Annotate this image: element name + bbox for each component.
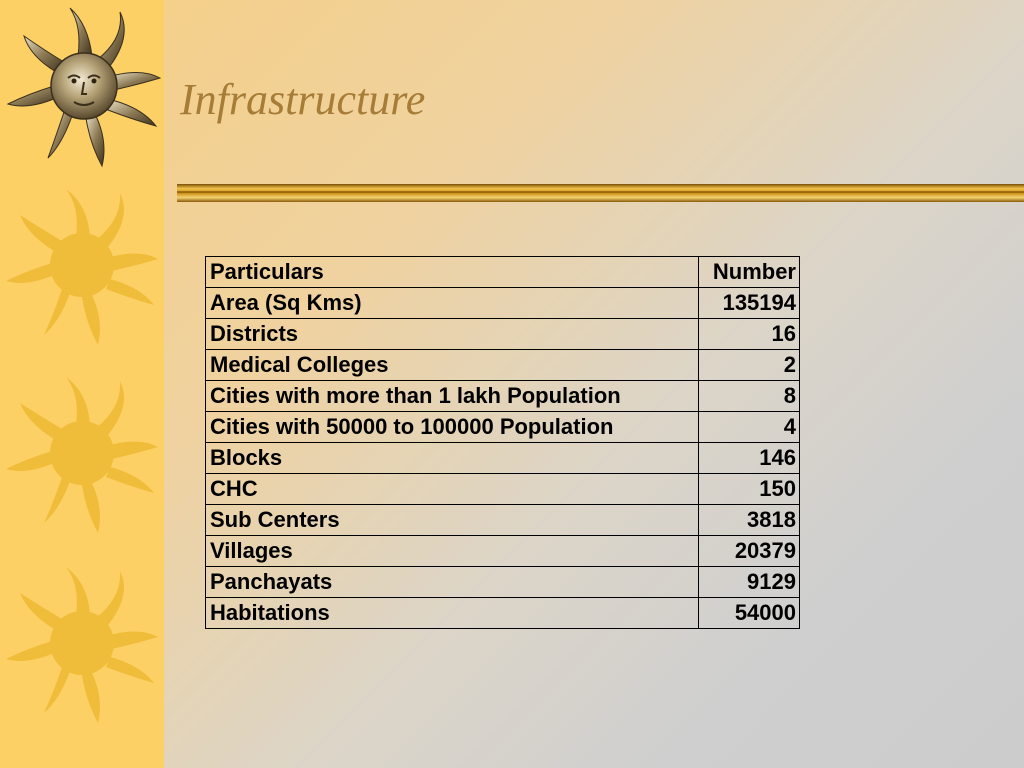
- row-value: 8: [699, 381, 800, 412]
- sun-icon: [2, 558, 162, 728]
- row-label: Medical Colleges: [206, 350, 699, 381]
- row-label: Villages: [206, 536, 699, 567]
- row-value: 2: [699, 350, 800, 381]
- row-value: 9129: [699, 567, 800, 598]
- sun-icon: [2, 180, 162, 350]
- table-row: [206, 443, 800, 474]
- table-row: [206, 381, 800, 412]
- row-label: Area (Sq Kms): [206, 288, 699, 319]
- row-value: 16: [699, 319, 800, 350]
- table-row: [206, 474, 800, 505]
- table-row: [206, 567, 800, 598]
- table-row: [206, 288, 800, 319]
- row-value: 150: [699, 474, 800, 505]
- row-label: CHC: [206, 474, 699, 505]
- metallic-sun-face-icon: [2, 2, 162, 172]
- row-label: Habitations: [206, 598, 699, 629]
- row-value: 54000: [699, 598, 800, 629]
- table-row: [206, 505, 800, 536]
- sun-icon: [2, 368, 162, 538]
- row-label: Cities with 50000 to 100000 Population: [206, 412, 699, 443]
- table-row: [206, 350, 800, 381]
- row-value: 20379: [699, 536, 800, 567]
- table-header-row: [206, 257, 800, 288]
- row-value: 146: [699, 443, 800, 474]
- table-row: [206, 536, 800, 567]
- row-label: Districts: [206, 319, 699, 350]
- table-row: [206, 319, 800, 350]
- infrastructure-table: [205, 256, 800, 629]
- row-label: Sub Centers: [206, 505, 699, 536]
- title-divider-rule: [177, 182, 1024, 204]
- table-row: [206, 412, 800, 443]
- slide-title: Infrastructure: [180, 75, 426, 124]
- row-value: 3818: [699, 505, 800, 536]
- column-header-particulars: Particulars: [206, 257, 699, 288]
- row-value: 135194: [699, 288, 800, 319]
- row-label: Blocks: [206, 443, 699, 474]
- column-header-number: Number: [699, 257, 800, 288]
- table-row: [206, 598, 800, 629]
- row-label: Cities with more than 1 lakh Population: [206, 381, 699, 412]
- row-value: 4: [699, 412, 800, 443]
- row-label: Panchayats: [206, 567, 699, 598]
- left-decorative-strip: [0, 0, 164, 768]
